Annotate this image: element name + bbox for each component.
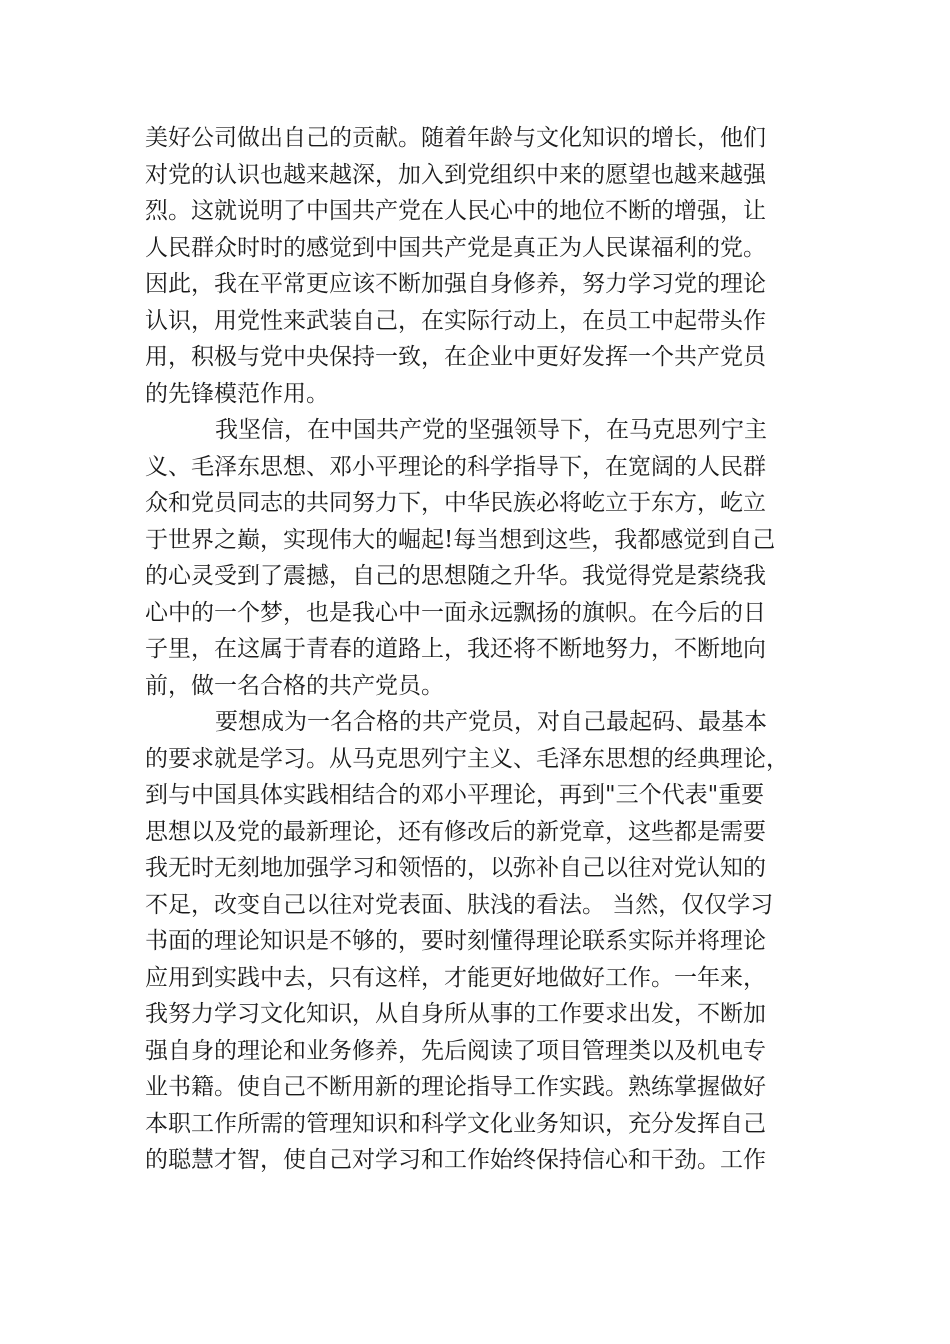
text-line: 思想以及党的最新理论，还有修改后的新党章，这些都是需要 — [145, 818, 766, 845]
text-line: 业书籍。使自己不断用新的理论指导工作实践。熟练掌握做好 — [145, 1074, 766, 1100]
text-line: 本职工作所需的管理知识和科学文化业务知识，充分发挥自己 — [145, 1110, 766, 1137]
text-line: 强自身的理论和业务修养，先后阅读了项目管理类以及机电专 — [145, 1037, 766, 1064]
text-line: 因此，我在平常更应该不断加强自身修养，努力学习党的理论 — [145, 271, 766, 297]
text-line: 美好公司做出自己的贡献。随着年龄与文化知识的增长，他们 — [145, 125, 766, 151]
text-line: 的先锋模范作用。 — [145, 380, 329, 407]
text-line: 心中的一个梦，也是我心中一面永远飘扬的旗帜。在今后的日 — [145, 599, 766, 626]
body-text — [145, 120, 805, 1179]
paragraph-start-line: 要想成为一名合格的共产党员，对自己最起码、最基本 — [215, 709, 767, 735]
text-line: 众和党员同志的共同努力下，中华民族必将屹立于东方，屹立 — [145, 490, 766, 516]
paragraph-start-line: 我坚信，在中国共产党的坚强领导下，在马克思列宁主 — [215, 417, 767, 443]
text-line: 烈。这就说明了中国共产党在人民心中的地位不断的增强，让 — [145, 198, 766, 224]
text-line: 我无时无刻地加强学习和领悟的，以弥补自己以往对党认知的 — [145, 855, 766, 881]
text-line: 到与中国具体实践相结合的邓小平理论，再到"三个代表"重要 — [145, 782, 765, 808]
text-line: 应用到实践中去，只有这样，才能更好地做好工作。一年来， — [145, 964, 766, 991]
text-line: 子里，在这属于青春的道路上，我还将不断地努力，不断地向 — [145, 636, 766, 662]
text-line: 的聪慧才智，使自己对学习和工作始终保持信心和干劲。工作 — [145, 1147, 766, 1173]
text-line: 的要求就是学习。从马克思列宁主义、毛泽东思想的经典理论， — [145, 745, 789, 772]
text-line: 义、毛泽东思想、邓小平理论的科学指导下，在宽阔的人民群 — [145, 453, 766, 480]
text-line: 人民群众时时的感觉到中国共产党是真正为人民谋福利的党。 — [145, 234, 766, 261]
text-line: 对党的认识也越来越深，加入到党组织中来的愿望也越来越强 — [145, 161, 766, 188]
text-line: 书面的理论知识是不够的，要时刻懂得理论联系实际并将理论 — [145, 928, 766, 954]
text-line: 用，积极与党中央保持一致，在企业中更好发挥一个共产党员 — [145, 344, 766, 370]
text-line: 不足，改变自己以往对党表面、肤浅的看法。 当然，仅仅学习 — [145, 891, 774, 918]
text-line: 于世界之巅，实现伟大的崛起!每当想到这些，我都感觉到自己 — [145, 526, 776, 553]
text-line: 认识，用党性来武装自己，在实际行动上，在员工中起带头作 — [145, 307, 766, 334]
text-line: 我努力学习文化知识，从自身所从事的工作要求出发，不断加 — [145, 1001, 766, 1027]
text-line: 的心灵受到了震撼，自己的思想随之升华。我觉得党是萦绕我 — [145, 563, 766, 589]
text-line: 前，做一名合格的共产党员。 — [145, 672, 444, 699]
